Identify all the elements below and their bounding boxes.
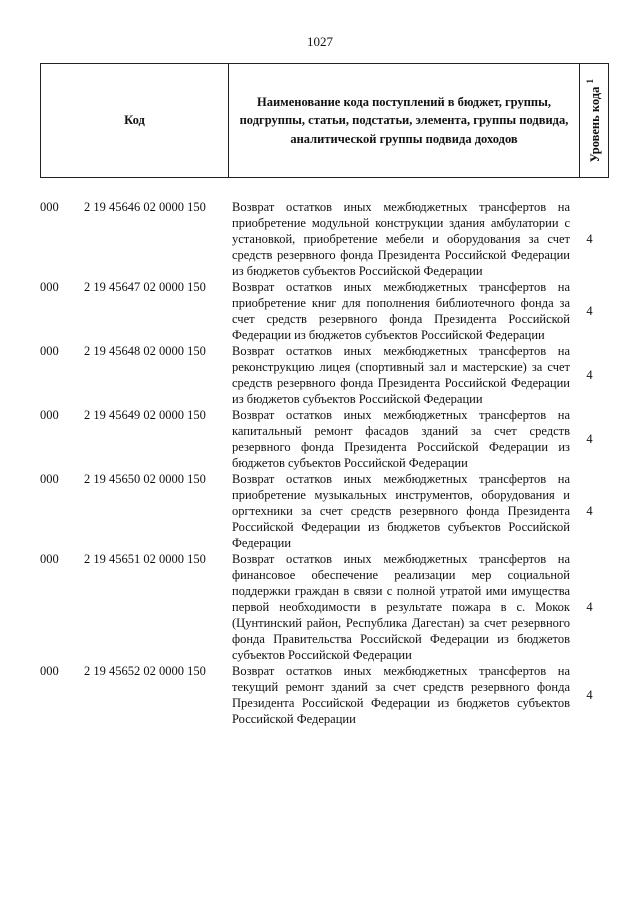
row-description: Возврат остатков иных межбюджетных трансфертов на приобретение модульной конструкции здания амбулатории с установкой, приобретение мебели и оборудования за счет средств резервного фонда Президента Российской Федерации из бюджетов субъектов Российской Федерации xyxy=(232,200,570,278)
page-number: 1027 xyxy=(307,34,333,49)
table-row xyxy=(40,663,609,727)
row-description: Возврат остатков иных межбюджетных трансфертов на приобретение музыкальных инструментов, оборудования и оргтехники за счет средств резервного фонда Президента Российской Федерации из бюджетов субъектов Российской Федерации xyxy=(232,472,570,550)
row-prefix: 000 xyxy=(40,344,59,358)
row-level: 4 xyxy=(586,600,593,614)
header-level-cell xyxy=(580,64,608,177)
row-prefix: 000 xyxy=(40,552,59,566)
header-level-label: Уровень кода xyxy=(588,86,603,163)
row-code: 2 19 45651 02 0000 150 xyxy=(84,552,206,566)
header-code: Код xyxy=(41,64,229,177)
row-prefix: 000 xyxy=(40,280,59,294)
table-row xyxy=(40,471,609,551)
table-row xyxy=(40,279,609,343)
row-level: 4 xyxy=(586,432,593,446)
header-name: Наименование кода поступлений в бюджет, группы, подгруппы, статьи, подстатьи, элемента, группы подвида, аналитической группы подвида доходов xyxy=(229,64,580,177)
row-level: 4 xyxy=(586,368,593,382)
row-prefix: 000 xyxy=(40,472,59,486)
row-prefix: 000 xyxy=(40,664,59,678)
footnote-marker: 1 xyxy=(584,78,595,84)
table-body xyxy=(40,199,609,727)
row-code: 2 19 45649 02 0000 150 xyxy=(84,408,206,422)
row-code: 2 19 45648 02 0000 150 xyxy=(84,344,206,358)
row-code: 2 19 45650 02 0000 150 xyxy=(84,472,206,486)
row-level: 4 xyxy=(586,304,593,318)
table-row xyxy=(40,407,609,471)
row-code: 2 19 45647 02 0000 150 xyxy=(84,280,206,294)
row-level: 4 xyxy=(586,504,593,518)
row-description: Возврат остатков иных межбюджетных трансфертов на реконструкцию лицея (спортивный зал и мастерские) за счет средств резервного фонда Президента Российской Федерации из бюджетов субъектов Российской Федерации xyxy=(232,344,570,406)
table-row xyxy=(40,343,609,407)
row-description: Возврат остатков иных межбюджетных трансфертов на капитальный ремонт фасадов зданий за счет средств резервного фонда Президента Российской Федерации из бюджетов субъектов Российской Федерации xyxy=(232,408,570,470)
row-level: 4 xyxy=(586,232,593,246)
table-row xyxy=(40,551,609,663)
row-description: Возврат остатков иных межбюджетных трансфертов на финансовое обеспечение реализации мер социальной поддержки граждан в связи с полной утратой ими имущества первой необходимости в результате пожара в с. Мокок (Цунтинский район, Республика Дагестан) за счет резервного фонда Правительства Российской Федерации из бюджетов субъектов Российской Федерации xyxy=(232,552,570,662)
row-code: 2 19 45646 02 0000 150 xyxy=(84,200,206,214)
row-description: Возврат остатков иных межбюджетных трансфертов на текущий ремонт зданий за счет средств резервного фонда Президента Российской Федерации из бюджетов субъектов Российской Федерации xyxy=(232,664,570,726)
table-header xyxy=(40,63,609,178)
row-description: Возврат остатков иных межбюджетных трансфертов на приобретение книг для пополнения библиотечного фонда за счет средств резервного фонда Президента Российской Федерации из бюджетов субъектов Российской Федерации xyxy=(232,280,570,342)
row-level: 4 xyxy=(586,688,593,702)
row-prefix: 000 xyxy=(40,200,59,214)
row-code: 2 19 45652 02 0000 150 xyxy=(84,664,206,678)
row-prefix: 000 xyxy=(40,408,59,422)
table-row xyxy=(40,199,609,279)
header-level xyxy=(584,79,604,162)
